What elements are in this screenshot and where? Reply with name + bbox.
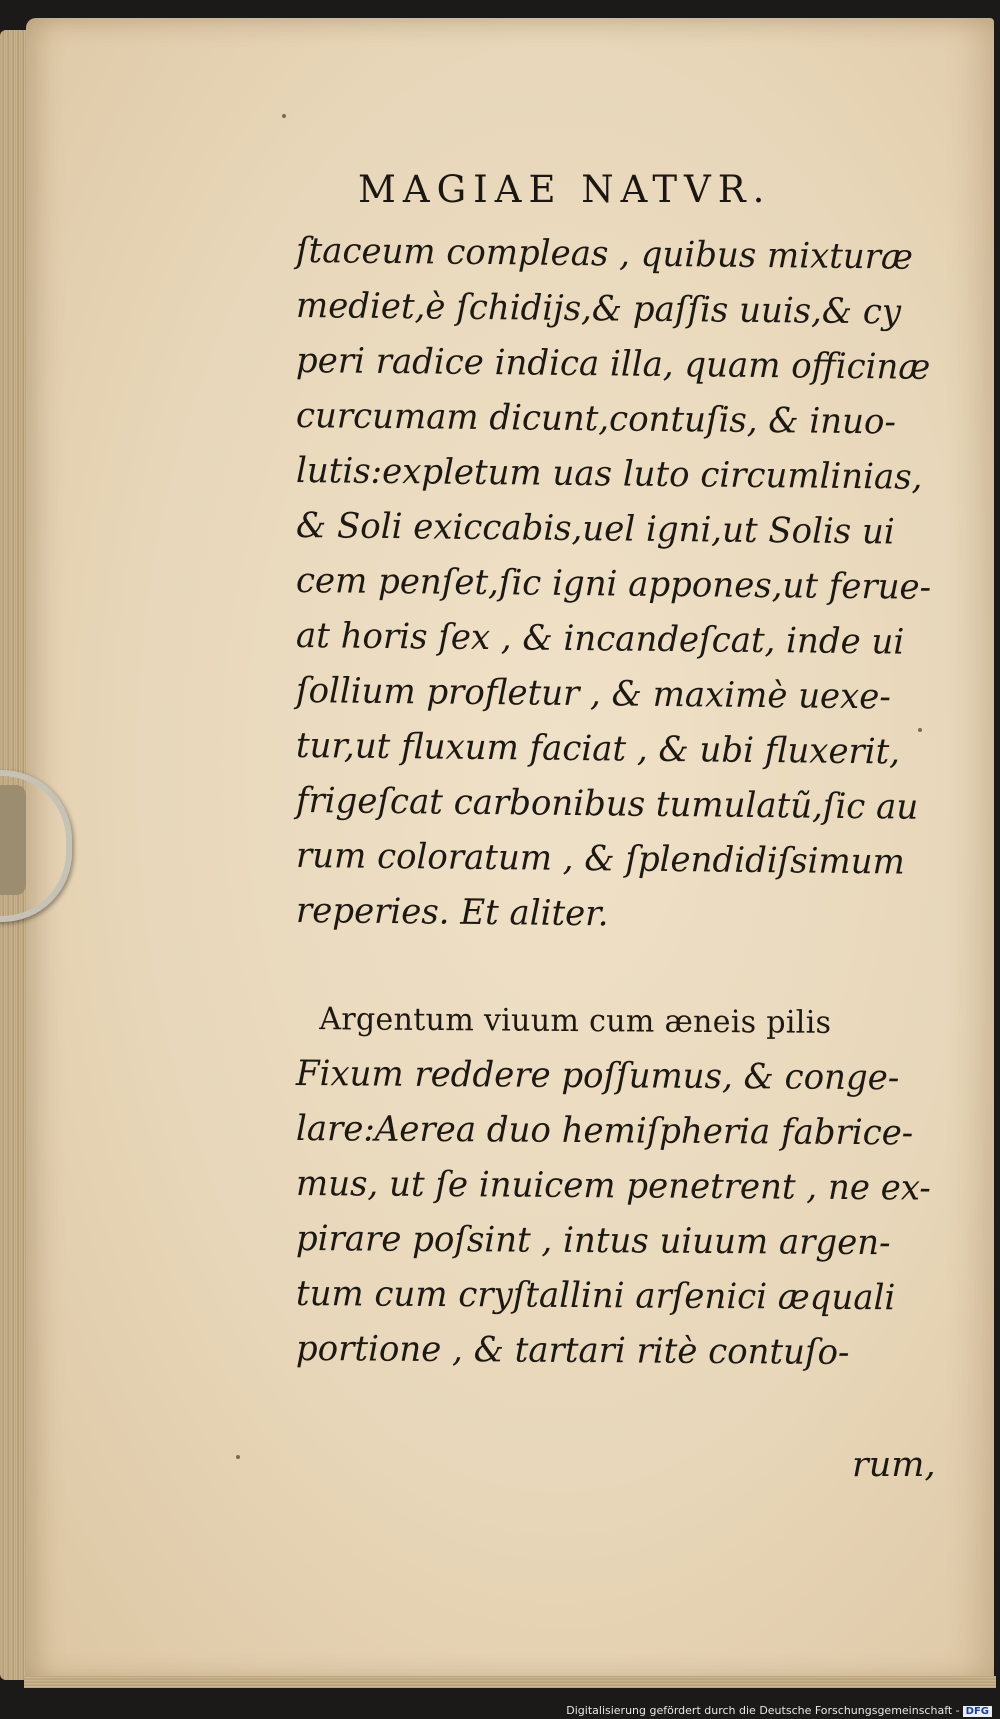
text-line: cem penſet,ſic igni appones,ut ferue- (295, 561, 932, 608)
text-line: tum cum cryſtallini arſenici æquali (295, 1274, 896, 1319)
text-line: lutis:expletum uas luto circumlinias, (295, 451, 923, 498)
text-line: lare:Aerea duo hemiſpheria fabrice- (295, 1109, 914, 1154)
text-line: pirare poſsint , intus uiuum argen- (295, 1219, 891, 1264)
text-line: ſtaceum compleas , quibus mixturæ (295, 231, 914, 278)
text-line: ſollium profletur , & maximè uexe- (295, 671, 892, 718)
text-line: Fixum reddere poſſumus, & conge- (295, 1054, 900, 1099)
text-line: portione , & tartari ritè contuſo- (295, 1329, 850, 1373)
text-line: curcumam dicunt,contuſis, & inuo- (295, 396, 897, 443)
paragraph-heading: Argentum viuum cum æneis pilis (319, 1001, 832, 1041)
paper-speck (282, 114, 286, 118)
dfg-logo[interactable]: DFG (963, 1706, 992, 1717)
text-line: at horis ſex , & incandeſcat, inde ui (295, 616, 905, 663)
text-line: & Soli exiccabis,uel igni,ut Solis ui (295, 506, 895, 553)
text-line: reperies. Et aliter. (295, 891, 609, 935)
text-line: frigeſcat carbonibus tumulatũ,ſic au (295, 781, 919, 828)
paragraph-2 (296, 992, 946, 1377)
credit-text: Digitalisierung gefördert durch die Deutsche Forschungsgemeinschaft - (566, 1704, 960, 1717)
page-bottom-edge (24, 1676, 996, 1688)
running-head: MAGIAE NATVR. (358, 168, 772, 211)
text-line: peri radice indica illa, quam officinæ (295, 341, 931, 388)
catchword: rum, (852, 1445, 936, 1485)
text-line: tur,ut fluxum faciat , & ubi fluxerit, (295, 726, 901, 773)
text-line: rum coloratum , & ſplendidiſsimum (295, 836, 905, 883)
paragraph-1 (296, 224, 946, 939)
text-line: mus, ut ſe inuicem penetrent , ne ex- (295, 1164, 931, 1209)
text-line: mediet,è ſchidijs,& paſſis uuis,& cy (295, 286, 902, 333)
paper-speck (236, 1455, 240, 1459)
digitization-credit (566, 1704, 992, 1717)
